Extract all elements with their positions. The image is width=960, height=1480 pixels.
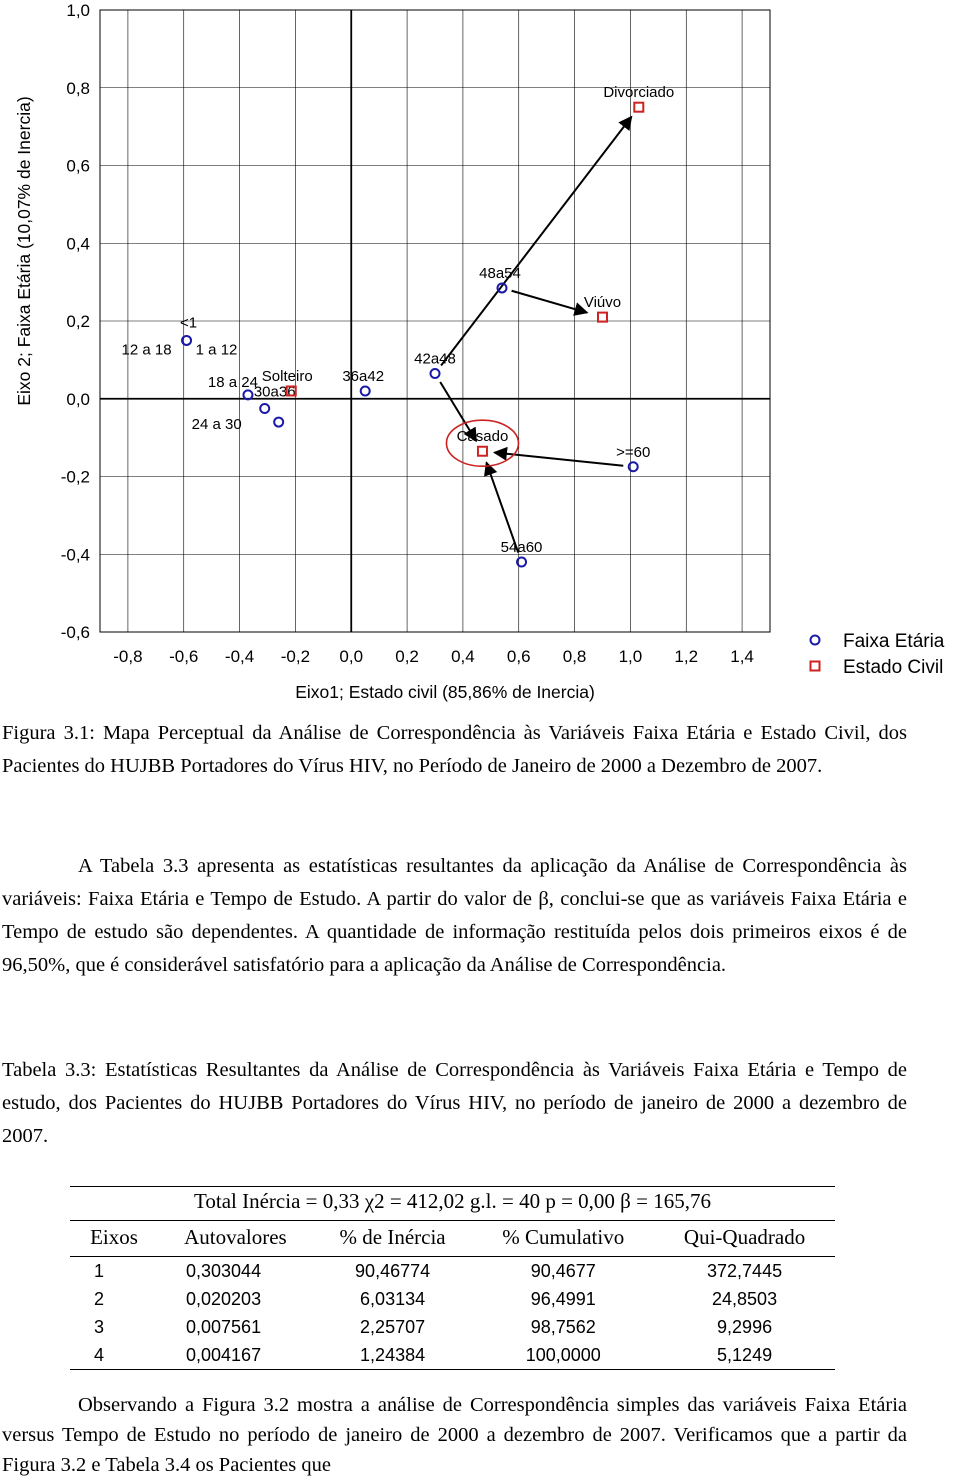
x-tick-label: -0,2	[280, 647, 311, 666]
arrow	[441, 117, 631, 366]
table-summary-row	[70, 1187, 835, 1221]
annotation-arrows	[440, 117, 631, 553]
x-tick-label: 0,2	[395, 647, 419, 666]
y-tick-label: -0,4	[60, 545, 90, 565]
header-inercia: % de Inércia	[313, 1221, 473, 1257]
x-tick-label: 0,6	[506, 647, 531, 666]
point-marker	[260, 404, 269, 413]
point-label: >=60	[616, 443, 651, 461]
x-tick-label: -0,8	[113, 647, 143, 666]
x-tick-label: 1,0	[618, 647, 643, 666]
point-marker	[634, 103, 643, 112]
table-cell: 372,7445	[707, 1260, 783, 1281]
table-row	[70, 1341, 835, 1370]
point-label: 12 a 18	[121, 341, 172, 359]
x-tick-label: 0,0	[339, 647, 364, 666]
figure-caption: Figura 3.1: Mapa Perceptual da Análise de Correspondência às Variáveis Faixa Etária e Estado Civil, dos Pacientes do HUJBB Portadores do Vírus HIV, no Período de Janeiro de 2000 a Dezembro de 2007.	[2, 722, 907, 777]
table-cell: 6,03134	[360, 1288, 426, 1309]
table-row	[70, 1257, 835, 1286]
point-marker	[274, 418, 283, 427]
statistics-table	[70, 1186, 835, 1370]
y-tick-label: 0,6	[66, 156, 90, 176]
x-tick-label: 0,8	[562, 647, 587, 666]
table-cell: 90,4677	[530, 1260, 596, 1281]
table-cell: 96,4991	[530, 1288, 596, 1309]
table-cell: 5,1249	[654, 1341, 835, 1370]
table-cell: 98,7562	[530, 1316, 596, 1337]
table-cell: 1	[94, 1260, 105, 1281]
point-label: 42a48	[414, 350, 456, 368]
y-tick-label: -0,2	[60, 467, 90, 487]
point-label: Solteiro	[261, 367, 313, 385]
table-cell: 4	[70, 1341, 158, 1370]
point-label: Divorciado	[603, 84, 675, 102]
table-cell: 2	[94, 1288, 105, 1309]
point-marker	[517, 558, 526, 567]
point-label: <1	[179, 314, 198, 332]
correspondence-map-chart	[0, 0, 960, 710]
header-cumulativo: % Cumulativo	[472, 1221, 654, 1257]
point-label: 24 a 30	[191, 416, 242, 434]
header-qui-quadrado: Qui-Quadrado	[654, 1221, 835, 1257]
table-cell: 90,46774	[355, 1260, 431, 1281]
x-axis-label: Eixo1; Estado civil (85,86% de Inercia)	[295, 682, 595, 702]
x-tick-label: 1,4	[730, 647, 754, 666]
header-eixos: Eixos	[70, 1221, 158, 1257]
header-autovalores: Autovalores	[158, 1221, 313, 1257]
x-tick-label: 1,2	[674, 647, 699, 666]
point-label: 54a60	[500, 539, 543, 557]
grid-lines	[100, 10, 770, 632]
point-marker	[478, 447, 487, 456]
table-row	[70, 1313, 835, 1341]
point-label: 18 a 24	[207, 373, 258, 391]
legend-label: Faixa Etária	[843, 631, 945, 652]
arrow	[512, 291, 588, 313]
table-header-row	[70, 1221, 835, 1257]
point-marker	[629, 462, 638, 471]
table-row	[70, 1285, 835, 1313]
point-label: Viúvo	[583, 294, 622, 312]
data-points	[122, 84, 675, 566]
point-label: 48a54	[479, 264, 521, 282]
table-cell: 3	[94, 1316, 105, 1337]
table-cell: 24,8503	[712, 1288, 778, 1309]
y-tick-label: 0,4	[66, 234, 90, 254]
y-tick-label: -0,6	[60, 623, 90, 642]
x-tick-label: 0,4	[451, 647, 475, 666]
point-label: 1 a 12	[195, 341, 238, 359]
y-axis-label: Eixo 2; Faixa Etária (10,07% de Inercia)	[14, 96, 34, 406]
point-marker	[182, 336, 191, 345]
table-summary: Total Inércia = 0,33 χ2 = 412,02 g.l. = 40 p = 0,00 β = 165,76	[70, 1187, 835, 1221]
paragraph-1: A Tabela 3.3 apresenta as estatísticas resultantes da aplicação da Análise de Correspondência às variáveis: Faixa Etária e Tempo de Estudo. A partir do valor de β, conclui-se que as variáveis Faixa Etária e Tempo de estudo são dependentes. A quantidade de informação restituída pelos dois primeiros eixos é de 96,50%, que é considerável satisfatório para a aplicação da Análise de Correspondência.	[2, 855, 907, 976]
table-caption: Tabela 3.3: Estatísticas Resultantes da Análise de Correspondência às Variáveis Faixa Etária e Tempo de estudo, dos Pacientes do HUJBB Portadores do Vírus HIV, no período de janeiro de 2000 a dezembro de 2007.	[2, 1059, 907, 1147]
y-tick-label: 1,0	[66, 1, 90, 20]
y-tick-label: 0,8	[66, 78, 90, 98]
point-label: 36a42	[342, 367, 385, 385]
legend-marker	[811, 636, 820, 645]
x-tick-label: -0,6	[169, 647, 199, 666]
legend-label: Estado Civil	[843, 657, 944, 678]
table-cell: 0,007561	[186, 1316, 262, 1337]
table-cell: 0,303044	[186, 1260, 262, 1281]
table-cell: 9,2996	[717, 1316, 773, 1337]
legend-marker	[811, 662, 820, 671]
y-tick-label: 0,2	[66, 312, 90, 331]
table-cell: 0,004167	[158, 1341, 313, 1370]
table-cell: 0,020203	[186, 1288, 262, 1309]
table-cell: 2,25707	[360, 1316, 426, 1337]
point-label: Casado	[456, 428, 509, 446]
legend	[811, 631, 945, 678]
point-marker	[598, 313, 607, 322]
point-marker	[431, 369, 440, 378]
point-label: 30a36	[253, 383, 296, 401]
point-marker	[361, 386, 370, 395]
x-tick-label: -0,4	[224, 647, 255, 666]
paragraph-2: Observando a Figura 3.2 mostra a análise de Correspondência simples das variáveis Faixa Etária versus Tempo de Estudo no período de janeiro de 2000 a dezembro de 2007. Verificamos que a partir da Figura 3.2 e Tabela 3.4 os Pacientes que	[2, 1394, 907, 1476]
table-cell: 100,0000	[472, 1341, 654, 1370]
y-tick-label: 0,0	[66, 389, 90, 409]
table-cell: 1,24384	[313, 1341, 473, 1370]
